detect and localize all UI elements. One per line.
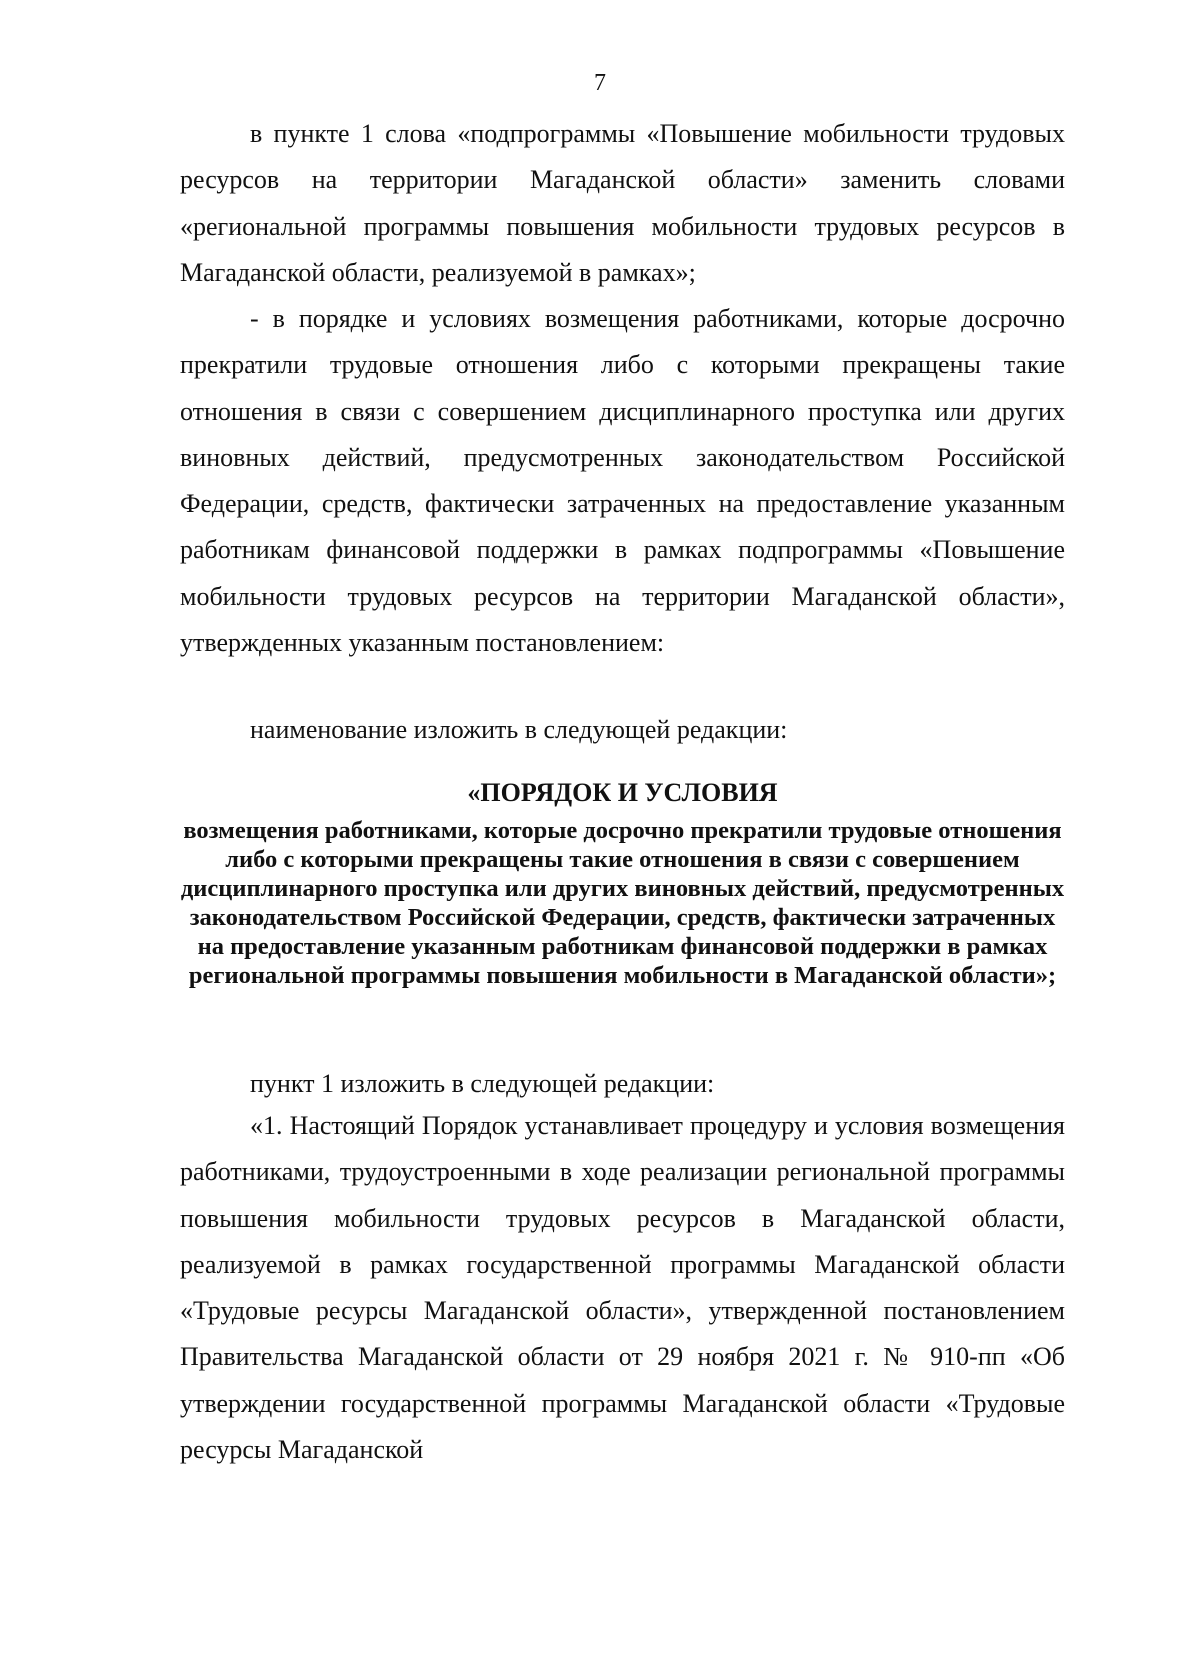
document-heading-title: «ПОРЯДОК И УСЛОВИЯ bbox=[467, 778, 778, 807]
paragraph-amend-procedure: - в порядке и условиях возмещения работниками, которые досрочно прекратили трудовые отношения либо с которыми прекращены такие отношения в связи с совершением дисциплинарного проступка или других виновных действий, предусмотренных законодательством Российской Федерации, средств, фактически затраченных на предоставление указанным работникам финансовой поддержки в рамках подпрограммы «Повышение мобильности трудовых ресурсов на территории Магаданской области», утвержденных указанным постановлением: bbox=[180, 304, 1065, 658]
document-heading-subtitle: возмещения работниками, которые досрочно прекратили трудовые отношения либо с которыми прекращены такие отношения в связи с совершением дисциплинарного проступка или других виновных действий, предусмотренных законодательством Российской Федерации, средств, фактически затраченных на предоставление указанным работникам финансовой поддержки в рамках региональной программы повышения мобильности в Магаданской области»; bbox=[180, 817, 1065, 989]
paragraph-amend-clause-1: в пункте 1 слова «подпрограммы «Повышение мобильности трудовых ресурсов на территории Магаданской области» заменить словами «региональной программы повышения мобильности трудовых ресурсов в Магаданской области, реализуемой в рамках»; bbox=[180, 119, 1065, 287]
paragraph-clause-1-instruction: пункт 1 изложить в следующей редакции: bbox=[250, 1069, 715, 1098]
paragraph-title-instruction: наименование изложить в следующей редакции: bbox=[250, 715, 788, 744]
page-number: 7 bbox=[594, 70, 606, 96]
paragraph-clause-1-text: «1. Настоящий Порядок устанавливает процедуру и условия возмещения работниками, трудоустроенными в ходе реализации региональной программы повышения мобильности трудовых ресурсов в Магаданской области, реализуемой в рамках государственной программы Магаданской области «Трудовые ресурсы Магаданской области», утвержденной постановлением Правительства Магаданской области от 29 ноября 2021 г. № 910-пп «Об утверждении государственной программы Магаданской области «Трудовые ресурсы Магаданской bbox=[180, 1111, 1065, 1465]
